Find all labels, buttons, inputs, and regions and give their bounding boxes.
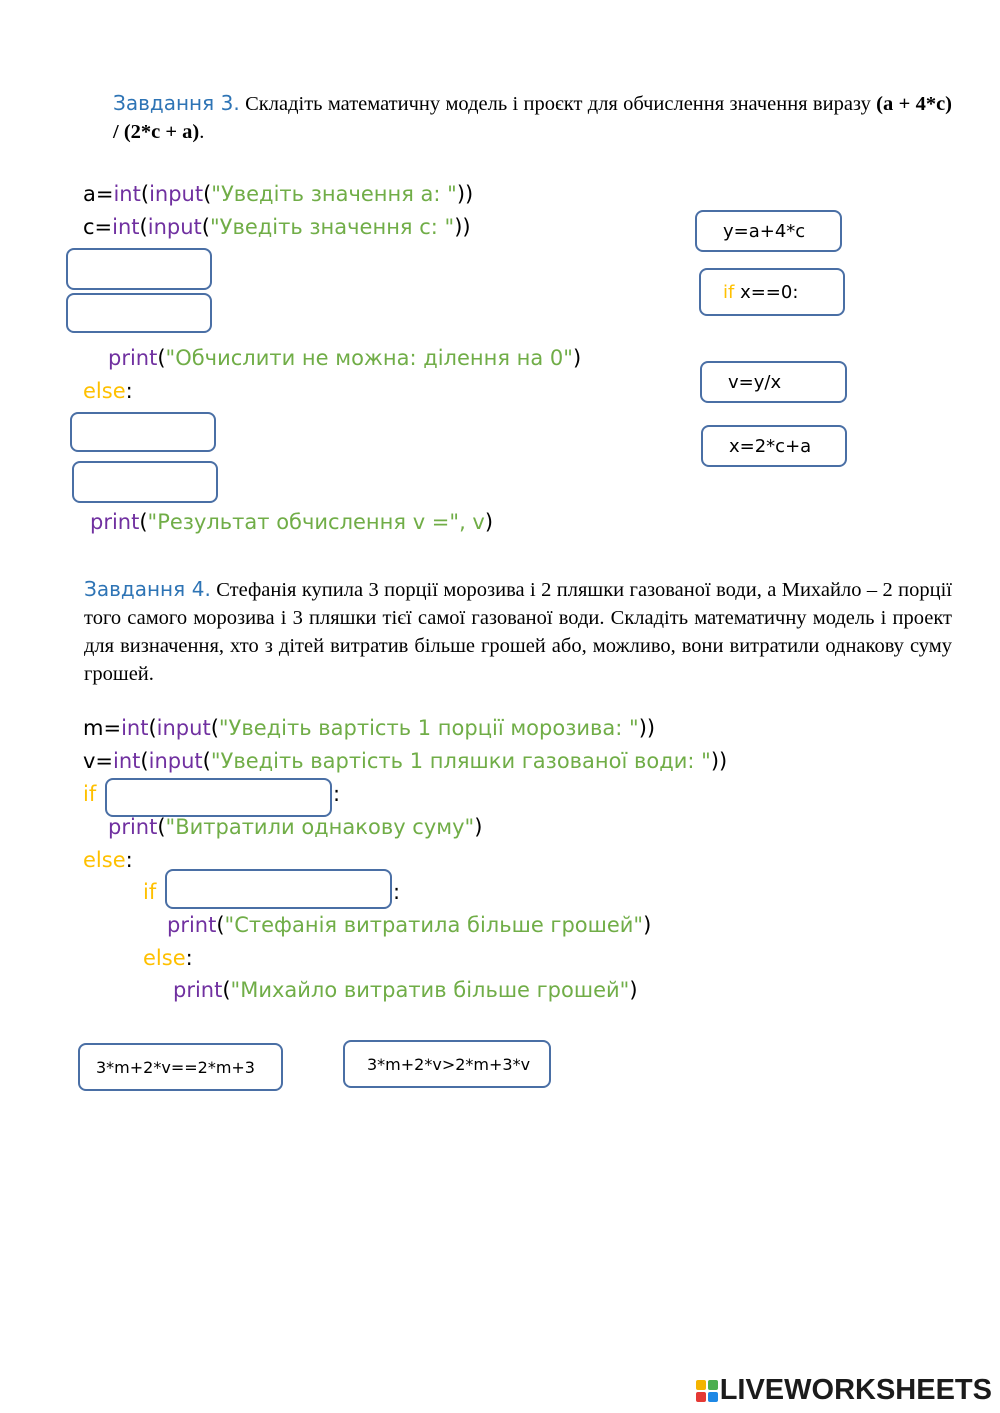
task3-drop-slot-1[interactable] — [66, 248, 212, 290]
task3-expression: (a + 4*c) / (2*c + a) — [113, 93, 952, 143]
task4-code-line-8: else: — [143, 946, 193, 970]
task4-code-line-3-colon: : — [333, 782, 341, 806]
task4-code-line-3: if — [83, 782, 97, 806]
task4-code-line-9: print("Михайло витратив більше грошей") — [173, 978, 638, 1002]
task4-drop-slot-2[interactable] — [165, 869, 392, 909]
chip-y-assignment[interactable]: y=a+4*c — [695, 210, 842, 252]
logo-text: LIVEWORKSHEETS — [719, 1374, 992, 1406]
task3-code-line-5: print("Результат обчислення v =", v) — [90, 510, 494, 534]
task4-description — [84, 575, 952, 688]
chip-v-assignment[interactable]: v=y/x — [700, 361, 847, 403]
task3-drop-slot-4[interactable] — [72, 461, 218, 503]
task3-label: Завдання 3. — [113, 91, 240, 115]
task3-code-line-1: a=int(input("Уведіть значення а: ")) — [83, 182, 474, 206]
task4-code-line-7: print("Стефанія витратила більше грошей") — [167, 913, 652, 937]
task4-code-line-6-colon: : — [393, 880, 401, 904]
task3-drop-slot-2[interactable] — [66, 293, 212, 333]
task3-description: Завдання 3. Складіть математичну модель і проєкт для обчислення значення виразу (a + 4*c) / (2*c + a). — [113, 91, 952, 143]
chip-if-x-zero[interactable]: if x==0: — [699, 268, 845, 316]
task3-text: Складіть математичну модель і проєкт для обчислення значення виразу — [239, 93, 877, 115]
task3-code-line-2: c=int(input("Уведіть значення с: ")) — [83, 215, 471, 239]
chip-x-assignment[interactable]: x=2*c+a — [701, 425, 847, 467]
task4-code-line-5: else: — [83, 848, 133, 872]
liveworksheets-logo[interactable] — [696, 1374, 992, 1407]
task4-code-line-6: if — [143, 880, 157, 904]
task4-code-line-2: v=int(input("Уведіть вартість 1 пляшки газованої води: ")) — [83, 749, 728, 773]
task3-code-line-3: print("Обчислити не можна: ділення на 0") — [108, 346, 582, 370]
chip-equal-condition[interactable]: 3*m+2*v==2*m+3 — [78, 1043, 283, 1091]
task3-code-line-4: else: — [83, 379, 133, 403]
task3-drop-slot-3[interactable] — [70, 412, 216, 452]
chip-greater-condition[interactable]: 3*m+2*v>2*m+3*v — [343, 1040, 551, 1088]
task4-code-line-1: m=int(input("Уведіть вартість 1 порції морозива: ")) — [83, 716, 656, 740]
logo-mark-icon — [696, 1380, 718, 1402]
task4-text: Стефанія купила 3 порції морозива і 2 пляшки газованої води, а Михайло – 2 порції того самого морозива і 3 пляшки тієї самої газованої води. Складіть математичну модель і проект для визначення, хто з дітей витратив більше грошей або, можливо, вони витратили однакову суму грошей. — [84, 579, 952, 685]
task4-label: Завдання 4. — [84, 577, 211, 601]
task4-drop-slot-1[interactable] — [105, 778, 332, 817]
task4-code-line-4: print("Витратили однакову суму") — [108, 815, 483, 839]
